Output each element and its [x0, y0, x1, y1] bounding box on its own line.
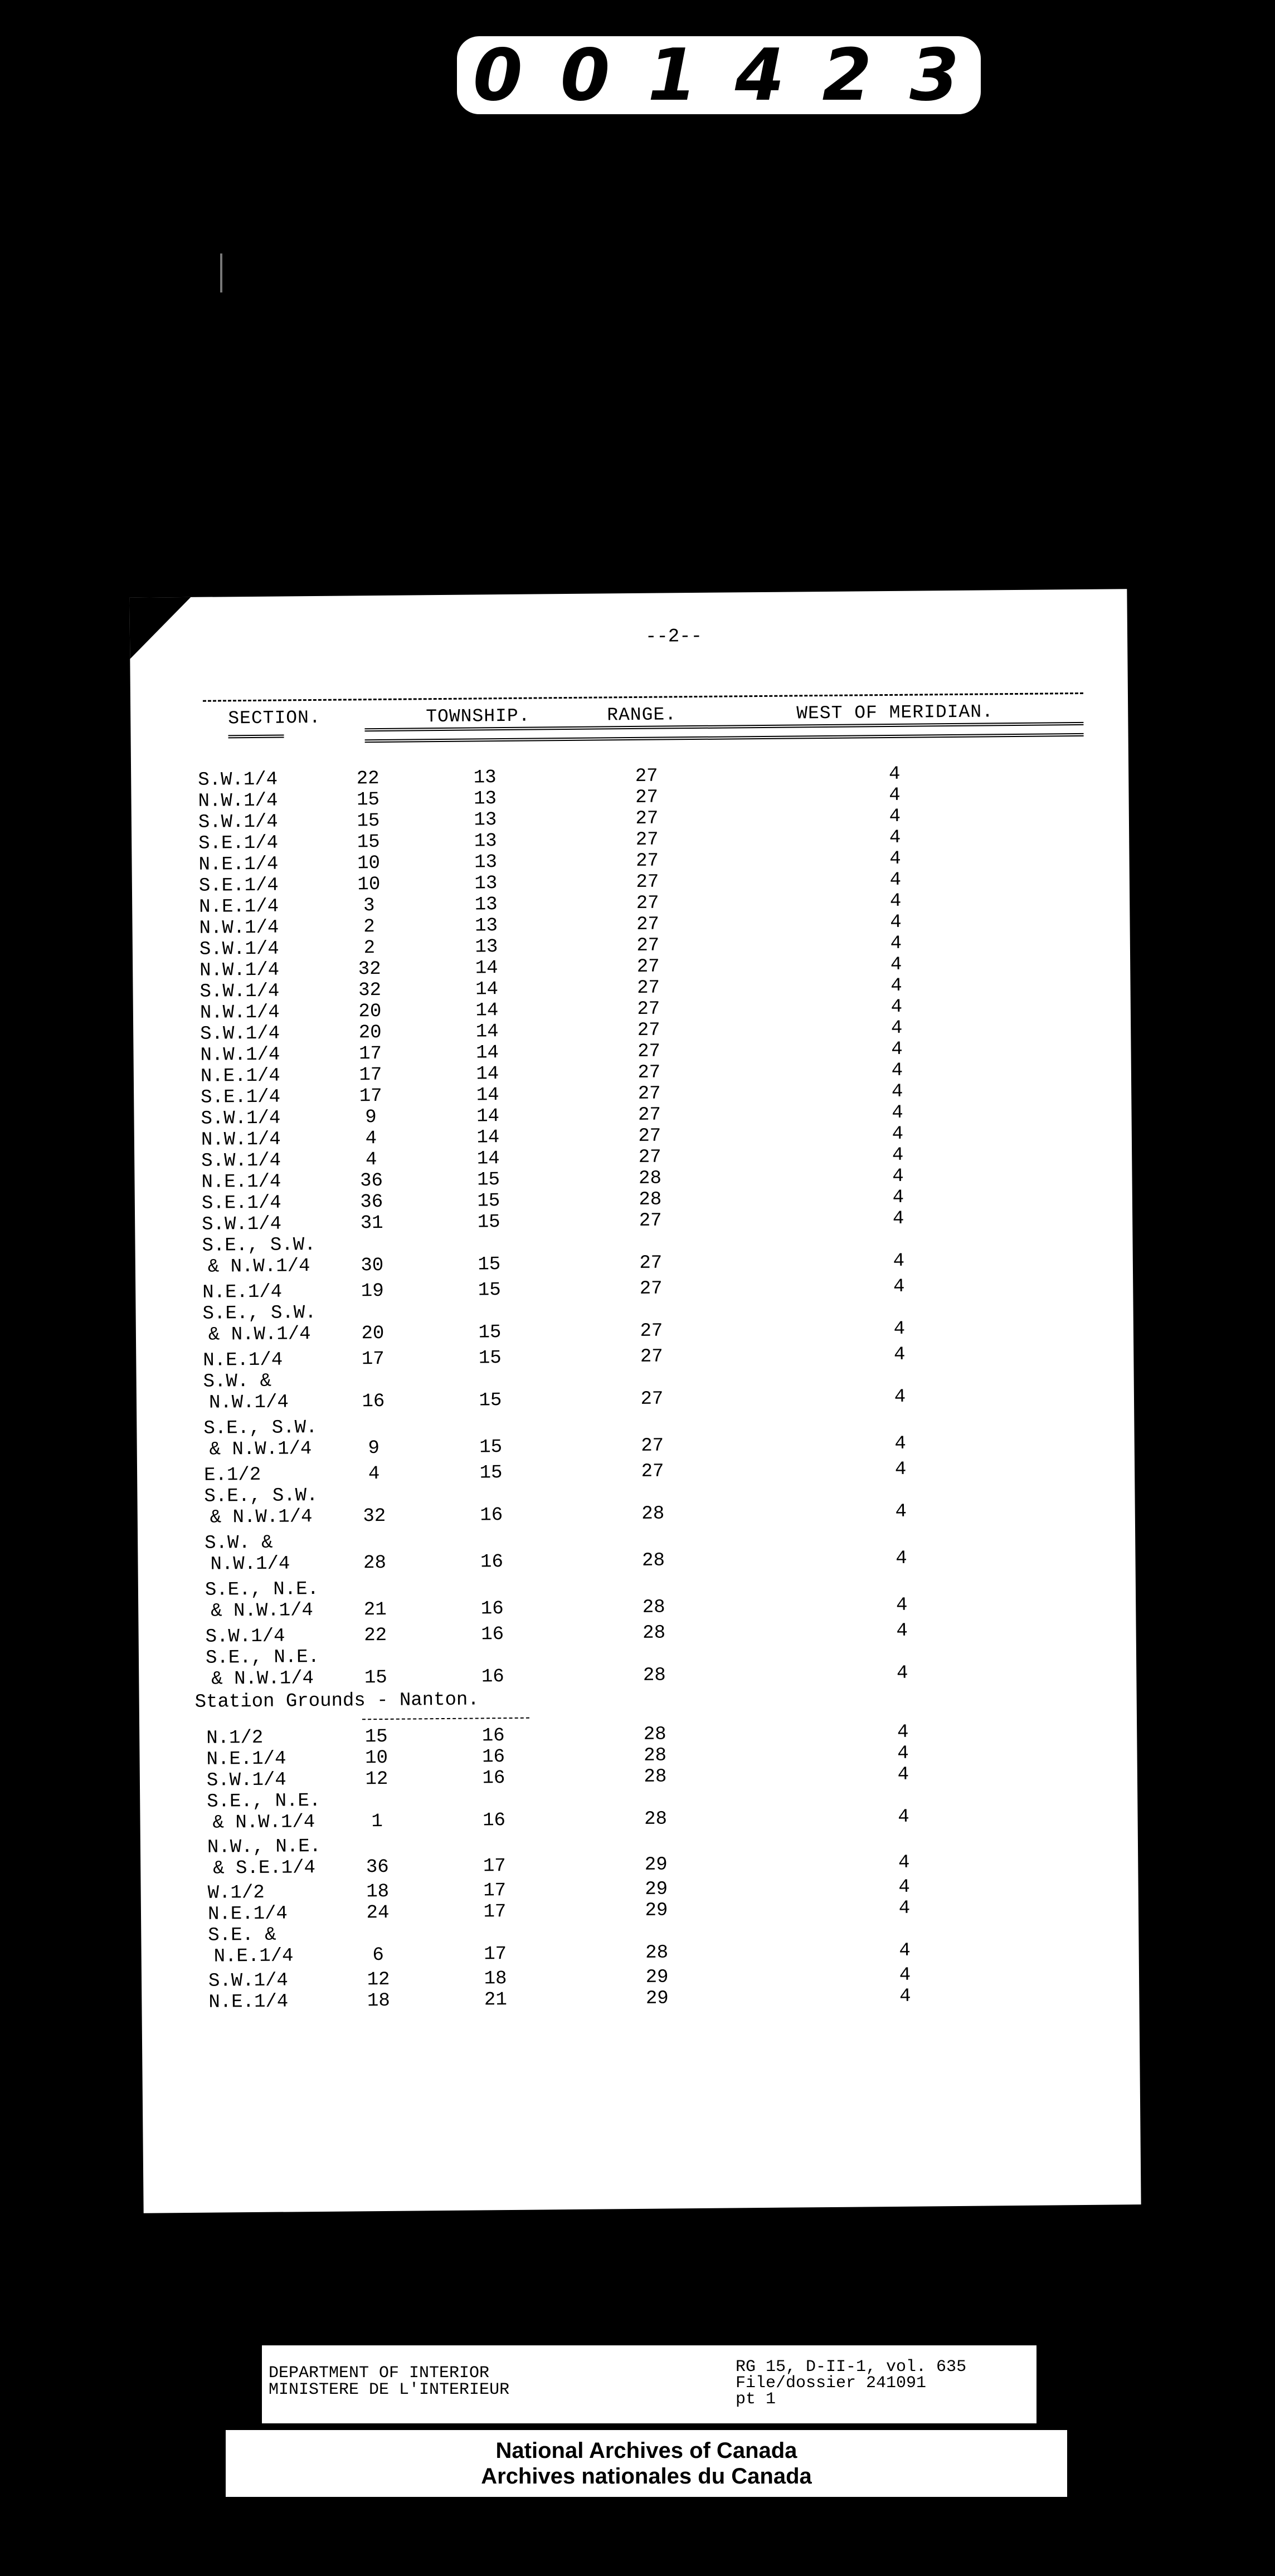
cell-township-number: 15: [364, 1726, 388, 1748]
cell-township-number: 12: [367, 1969, 390, 1991]
cell-township-number: 9: [365, 1107, 377, 1129]
cell-section: N.W.1/4: [199, 1002, 280, 1024]
cell-section: S.W.1/4: [201, 1150, 281, 1172]
cell-section: S.W.1/4: [198, 811, 278, 833]
cell-section: S.W. &: [205, 1532, 273, 1554]
cell-meridian: 4: [893, 1344, 906, 1365]
archives-banner: [226, 2430, 1067, 2497]
cell-township-number: 3: [363, 895, 375, 917]
section-underline: [228, 734, 284, 738]
cell-township-number: 36: [366, 1856, 389, 1879]
cell-township-number: 32: [363, 1505, 386, 1528]
header-township: TOWNSHIP.: [426, 705, 531, 728]
cell-section: W.1/2: [207, 1882, 265, 1904]
cell-township: 15: [477, 1191, 500, 1212]
cell-township-number: 17: [359, 1064, 382, 1086]
cell-meridian: 4: [890, 933, 902, 954]
cell-township-number: 4: [365, 1128, 377, 1150]
subheading: Station Grounds - Nanton.: [194, 1689, 479, 1713]
cell-range: 27: [641, 1435, 664, 1457]
cell-township: 17: [483, 1856, 506, 1877]
cell-township-number: 15: [357, 831, 380, 853]
cell-range: 28: [643, 1665, 666, 1686]
cell-township-number: 6: [372, 1944, 385, 1967]
page-number: --2--: [645, 626, 703, 648]
cell-township: 15: [478, 1280, 501, 1301]
cell-township: 14: [476, 1085, 499, 1106]
cell-range: 28: [642, 1597, 665, 1618]
cell-township: 16: [481, 1624, 504, 1646]
cell-section: N.E.1/4: [208, 1991, 289, 2013]
cell-range: 27: [635, 850, 659, 872]
cell-meridian: 4: [893, 1276, 905, 1297]
cell-meridian: 4: [892, 1208, 904, 1230]
cell-township: 14: [476, 1106, 500, 1128]
cell-section: N.E.1/4: [202, 1281, 283, 1304]
cell-township: 14: [476, 1127, 500, 1149]
cell-section: & N.W.1/4: [209, 1438, 312, 1461]
cell-section: & N.W.1/4: [210, 1506, 313, 1529]
archival-label: [262, 2345, 1036, 2423]
cell-meridian: 4: [890, 911, 902, 933]
stamp-digit: 0: [560, 33, 616, 117]
reference-line: pt 1: [736, 2390, 776, 2409]
stamp-digit: 2: [822, 33, 878, 117]
cell-meridian: 4: [896, 1594, 908, 1616]
cell-township-number: 32: [358, 958, 381, 980]
stamp-digit: 1: [648, 33, 703, 117]
cell-township-number: 21: [363, 1599, 387, 1621]
cell-meridian: 4: [889, 848, 901, 870]
cell-section: S.W.1/4: [206, 1769, 286, 1792]
cell-township-number: 28: [363, 1552, 387, 1574]
document-page: [129, 589, 1141, 2213]
cell-township: 13: [474, 852, 498, 874]
cell-township-number: 10: [357, 852, 381, 875]
cell-range: 27: [640, 1346, 663, 1368]
header-range: RANGE.: [607, 704, 677, 726]
cell-section: & N.W.1/4: [211, 1600, 314, 1622]
cell-township-number: 16: [362, 1391, 385, 1413]
cell-meridian: 4: [890, 975, 902, 997]
cell-section: S.W.1/4: [202, 1213, 282, 1236]
cell-range: 27: [635, 765, 658, 787]
cell-section: N.1/2: [206, 1727, 264, 1749]
cell-meridian: 4: [897, 1721, 909, 1743]
cell-range: 27: [635, 829, 659, 851]
cell-township: 16: [480, 1505, 503, 1526]
cell-section: S.E. &: [208, 1924, 276, 1946]
cell-township: 17: [483, 1880, 507, 1902]
cell-meridian: 4: [889, 890, 902, 912]
header-underline: [365, 733, 1084, 743]
cell-township-number: 18: [367, 1990, 390, 2012]
cell-township-number: 20: [358, 1001, 382, 1023]
cell-range: 27: [636, 956, 660, 978]
cell-township: 16: [482, 1810, 506, 1832]
cell-range: 27: [635, 808, 659, 830]
stamp-digit: 3: [909, 33, 965, 117]
cell-range: 29: [645, 1900, 668, 1921]
cell-section: S.E., S.W.: [203, 1417, 318, 1440]
cell-township: 16: [481, 1666, 504, 1688]
cell-township: 14: [476, 1063, 499, 1085]
cell-meridian: 4: [889, 806, 901, 827]
cell-range: 28: [644, 1766, 667, 1788]
cell-meridian: 4: [890, 1017, 903, 1039]
cell-meridian: 4: [899, 1940, 911, 1962]
cell-meridian: 4: [892, 1165, 904, 1187]
cell-township: 13: [474, 809, 497, 831]
cell-meridian: 4: [898, 1852, 910, 1874]
cell-range: 27: [640, 1388, 664, 1410]
cell-township-number: 31: [360, 1212, 383, 1235]
cell-section: S.W.1/4: [198, 769, 278, 791]
cell-township-number: 12: [365, 1768, 388, 1790]
cell-range: 29: [644, 1854, 668, 1876]
cell-township: 13: [474, 915, 498, 937]
cell-section: N.W.1/4: [210, 1553, 290, 1575]
cell-township: 16: [481, 1725, 505, 1747]
cell-township: 18: [484, 1968, 507, 1990]
header-section: SECTION.: [228, 707, 321, 729]
cell-township-number: 22: [364, 1624, 387, 1647]
cell-meridian: 4: [895, 1501, 907, 1523]
cell-range: 27: [638, 1062, 661, 1084]
cell-section: S.W. &: [203, 1370, 272, 1393]
cell-range: 27: [636, 914, 660, 935]
cell-township: 13: [474, 873, 498, 895]
cell-range: 27: [641, 1461, 664, 1482]
cell-township: 14: [475, 958, 498, 979]
cell-section: N.W., N.E.: [207, 1836, 322, 1858]
folded-corner: [129, 597, 191, 659]
cell-township: 16: [482, 1768, 505, 1789]
cell-section: S.W.1/4: [201, 1108, 281, 1130]
document-stamp: [457, 33, 981, 117]
cell-township-number: 20: [361, 1323, 385, 1345]
cell-township: 15: [476, 1169, 500, 1191]
cell-range: 27: [636, 871, 659, 893]
cell-section: N.E.1/4: [206, 1748, 286, 1770]
cell-section: S.W.1/4: [208, 1970, 289, 1992]
cell-range: 27: [636, 892, 659, 914]
cell-township-number: 36: [360, 1191, 383, 1213]
cell-section: E.1/2: [203, 1464, 261, 1486]
cell-range: 29: [645, 1879, 668, 1900]
cell-township-number: 24: [366, 1902, 390, 1924]
cell-meridian: 4: [899, 1985, 911, 2007]
cell-township: 15: [478, 1348, 502, 1369]
cell-range: 28: [638, 1168, 662, 1189]
cell-township: 14: [475, 1000, 499, 1022]
cell-township-number: 15: [356, 789, 380, 811]
cell-section: & N.W.1/4: [208, 1324, 311, 1346]
cell-meridian: 4: [898, 1876, 911, 1898]
cell-township-number: 10: [357, 874, 381, 896]
cell-section: & S.E.1/4: [213, 1857, 316, 1880]
cell-township-number: 10: [365, 1747, 388, 1769]
cell-section: N.W.1/4: [199, 959, 280, 982]
cell-range: 27: [637, 1019, 660, 1041]
cell-meridian: 4: [894, 1386, 906, 1408]
cell-meridian: 4: [891, 1060, 903, 1081]
cell-section: N.W.1/4: [208, 1392, 289, 1414]
cell-range: 27: [639, 1278, 663, 1300]
cell-section: N.E.1/4: [198, 853, 279, 876]
cell-meridian: 4: [896, 1662, 908, 1684]
cell-township-number: 15: [357, 810, 380, 832]
cell-range: 27: [635, 787, 659, 808]
archives-fr: Archives nationales du Canada: [481, 2464, 812, 2489]
reference-line: File/dossier 241091: [736, 2374, 927, 2393]
cell-township: 14: [475, 1021, 499, 1043]
header-meridian: WEST OF MERIDIAN.: [796, 701, 994, 724]
cell-range: 29: [645, 1967, 669, 1988]
cell-section: S.W.1/4: [205, 1626, 285, 1648]
cell-meridian: 4: [897, 1743, 909, 1764]
cell-section: N.E.1/4: [199, 896, 279, 918]
header-rule: [203, 692, 1083, 702]
cell-range: 27: [636, 935, 660, 957]
cell-meridian: 4: [891, 1038, 903, 1060]
cell-range: 28: [643, 1622, 666, 1644]
cell-range: 27: [638, 1146, 661, 1168]
stamp-digit: 0: [473, 33, 528, 117]
cell-meridian: 4: [891, 1081, 903, 1102]
department-fr: MINISTERE DE L'INTERIEUR: [269, 2380, 510, 2399]
cell-township: 17: [484, 1944, 507, 1965]
cell-section: S.E., N.E.: [205, 1578, 319, 1601]
cell-section: S.E., N.E.: [207, 1790, 321, 1813]
cell-range: 27: [639, 1252, 663, 1274]
department-en: DEPARTMENT OF INTERIOR: [269, 2364, 490, 2383]
cell-range: 28: [643, 1745, 667, 1767]
cell-section: S.E., S.W.: [202, 1302, 317, 1325]
cell-range: 27: [638, 1125, 661, 1147]
cell-meridian: 4: [892, 1187, 904, 1208]
cell-section: S.E., S.W.: [204, 1485, 318, 1507]
cell-section: S.W.1/4: [200, 1023, 280, 1045]
cell-township: 14: [476, 1148, 500, 1170]
cell-range: 27: [638, 1083, 661, 1105]
cell-township-number: 17: [361, 1348, 385, 1370]
cell-township-number: 18: [366, 1881, 390, 1903]
cell-township: 14: [475, 1042, 499, 1064]
cell-section: S.E.1/4: [201, 1192, 281, 1214]
cell-meridian: 4: [897, 1764, 909, 1785]
cell-meridian: 4: [892, 1102, 903, 1124]
cell-range: 27: [638, 1104, 661, 1126]
cell-township: 15: [479, 1462, 503, 1484]
cell-range: 27: [637, 998, 660, 1020]
cell-range: 27: [636, 977, 660, 999]
cell-range: 29: [645, 1988, 669, 2009]
cell-section: N.W.1/4: [201, 1129, 281, 1151]
reference-label: [736, 2359, 966, 2408]
cell-section: N.W.1/4: [200, 1044, 280, 1066]
cell-township: 15: [479, 1437, 503, 1458]
cell-township-number: 17: [359, 1085, 382, 1108]
cell-meridian: 4: [889, 784, 901, 806]
cell-township: 13: [473, 767, 497, 789]
subheading-underline: [362, 1718, 529, 1720]
cell-range: 28: [639, 1189, 662, 1211]
cell-range: 27: [637, 1041, 661, 1062]
cell-township-number: 20: [358, 1022, 382, 1044]
cell-section: N.W.1/4: [199, 917, 279, 939]
cell-meridian: 4: [898, 1897, 911, 1919]
department-label: [269, 2365, 509, 2398]
cell-township-number: 17: [358, 1043, 382, 1065]
cell-township: 14: [475, 979, 499, 1001]
cell-township: 15: [479, 1390, 502, 1412]
cell-township-number: 22: [356, 768, 379, 790]
stamp-digit: 4: [734, 33, 790, 117]
cell-section: N.E.1/4: [203, 1349, 283, 1372]
scan-mark: [220, 253, 222, 292]
cell-township: 13: [473, 788, 497, 810]
cell-meridian: 4: [888, 763, 901, 785]
cell-township: 16: [480, 1552, 504, 1573]
cell-township: 13: [474, 894, 498, 916]
cell-section: S.E., N.E.: [205, 1646, 320, 1669]
cell-township-number: 1: [371, 1811, 383, 1833]
cell-township: 16: [480, 1598, 504, 1620]
cell-township-number: 15: [364, 1667, 387, 1689]
cell-section: S.E.1/4: [201, 1086, 281, 1109]
cell-township: 15: [478, 1322, 502, 1344]
cell-township: 13: [474, 831, 497, 852]
cell-township: 21: [484, 1989, 507, 2011]
cell-meridian: 4: [889, 827, 901, 848]
cell-township-number: 36: [359, 1170, 383, 1192]
cell-township-number: 9: [368, 1438, 380, 1460]
cell-section: N.E.1/4: [207, 1903, 288, 1925]
archives-en: National Archives of Canada: [495, 2438, 797, 2463]
cell-meridian: 4: [890, 996, 903, 1018]
reference-line: RG 15, D-II-1, vol. 635: [736, 2358, 967, 2377]
cell-section: N.E.1/4: [200, 1065, 280, 1087]
cell-range: 28: [641, 1550, 665, 1572]
cell-meridian: 4: [894, 1458, 907, 1480]
cell-township-number: 4: [365, 1149, 377, 1171]
cell-township: 16: [481, 1746, 505, 1768]
cell-section: & N.W.1/4: [211, 1668, 314, 1690]
cell-section: S.E.1/4: [198, 875, 279, 897]
cell-meridian: 4: [889, 869, 902, 891]
cell-township-number: 2: [363, 938, 376, 959]
cell-meridian: 4: [896, 1548, 907, 1569]
cell-range: 27: [639, 1210, 662, 1232]
cell-meridian: 4: [890, 954, 902, 975]
cell-meridian: 4: [898, 1806, 909, 1828]
cell-township: 17: [483, 1901, 507, 1923]
cell-section: N.E.1/4: [213, 1945, 294, 1968]
cell-range: 28: [644, 1808, 668, 1830]
cell-section: S.W.1/4: [199, 980, 280, 1003]
cell-meridian: 4: [893, 1250, 905, 1272]
cell-section: & N.W.1/4: [207, 1256, 310, 1278]
cell-section: N.W.1/4: [198, 790, 278, 812]
cell-range: 27: [640, 1320, 663, 1342]
cell-meridian: 4: [894, 1433, 907, 1455]
cell-section: S.E., S.W.: [202, 1234, 316, 1257]
cell-township-number: 30: [361, 1255, 384, 1277]
cell-meridian: 4: [899, 1964, 911, 1986]
cell-township: 13: [475, 936, 498, 958]
cell-range: 28: [641, 1503, 665, 1525]
cell-section: & N.W.1/4: [212, 1812, 315, 1834]
cell-township-number: 32: [358, 979, 382, 1002]
cell-section: S.E.1/4: [198, 832, 279, 855]
cell-section: S.W.1/4: [199, 938, 279, 960]
cell-meridian: 4: [893, 1318, 906, 1340]
cell-range: 28: [645, 1942, 669, 1964]
cell-township-number: 2: [363, 916, 375, 938]
cell-meridian: 4: [892, 1123, 904, 1145]
cell-township-number: 4: [368, 1463, 380, 1485]
cell-township-number: 19: [361, 1280, 384, 1302]
cell-township: 15: [477, 1212, 500, 1233]
cell-meridian: 4: [892, 1144, 904, 1166]
cell-section: N.E.1/4: [201, 1171, 281, 1193]
cell-township: 15: [478, 1254, 501, 1276]
cell-meridian: 4: [896, 1620, 908, 1642]
cell-range: 28: [643, 1724, 666, 1745]
